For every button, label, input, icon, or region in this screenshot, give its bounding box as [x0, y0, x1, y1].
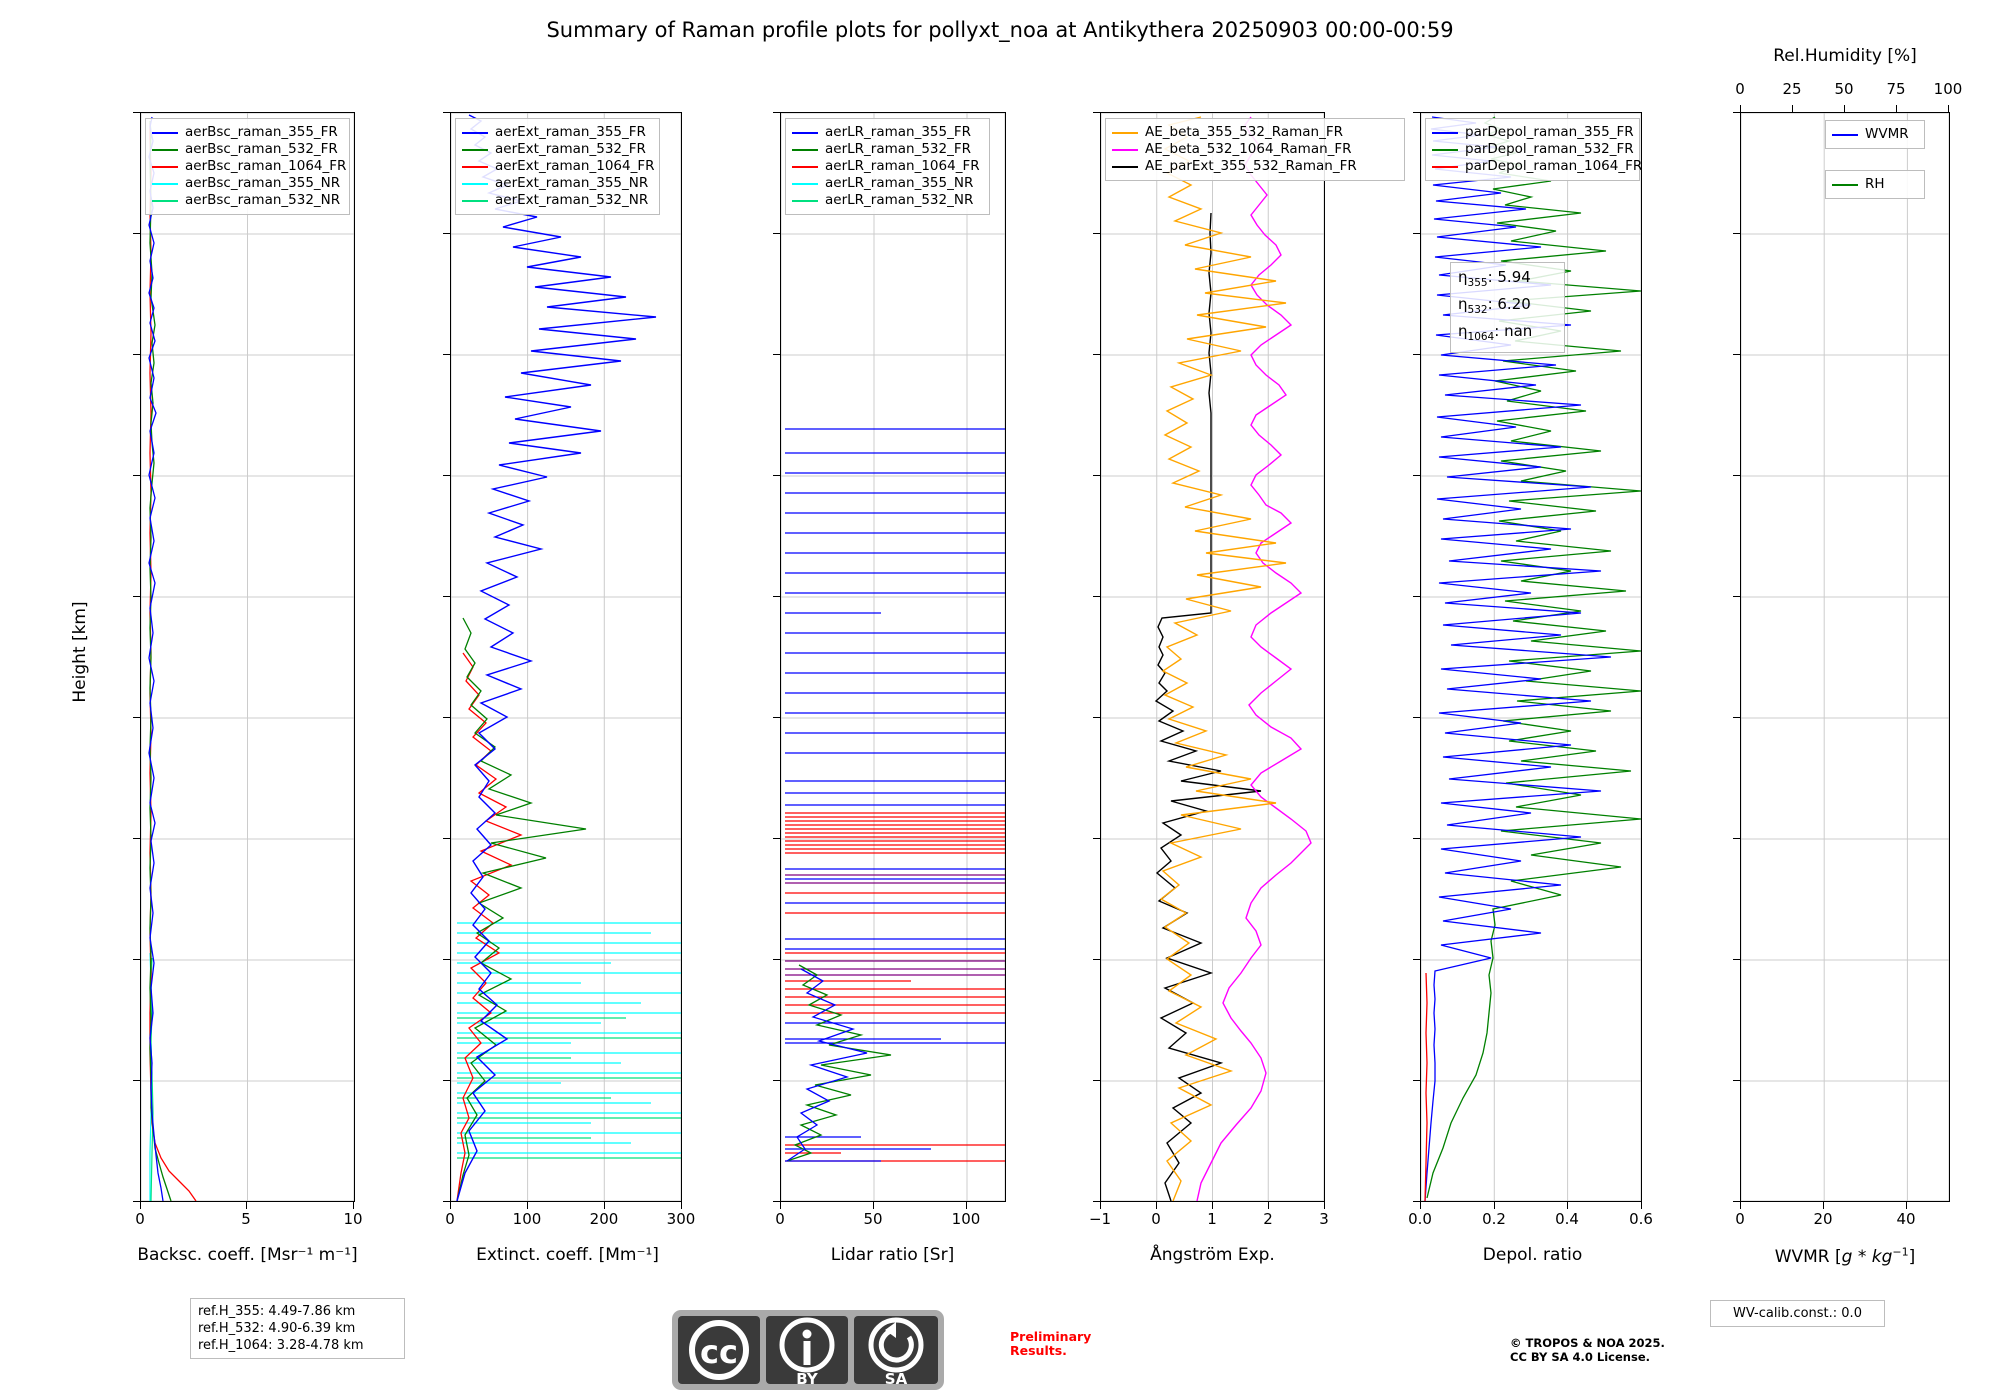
- legend-swatch-icon: [792, 166, 818, 168]
- ref-h-532: ref.H_532: 4.90-6.39 km: [198, 1321, 356, 1336]
- xtick-label: 0: [135, 1210, 145, 1228]
- legend-label: WVMR: [1865, 126, 1909, 142]
- angstrom-plot-svg: [1101, 113, 1324, 1201]
- xtick-label: 1: [1207, 1210, 1217, 1228]
- legend-label: aerLR_raman_1064_FR: [825, 158, 980, 174]
- legend-swatch-icon: [152, 166, 178, 168]
- svg-text:cc: cc: [700, 1333, 738, 1371]
- xtick-label: −1: [1088, 1210, 1112, 1228]
- ref-h-355: ref.H_355: 4.49-7.86 km: [198, 1304, 356, 1319]
- xtick-label: 0.0: [1408, 1210, 1432, 1228]
- backscatter-plot-svg: [141, 113, 354, 1201]
- legend-swatch-icon: [152, 183, 178, 185]
- x-axis-label-depol-ratio: Depol. ratio: [1482, 1245, 1583, 1265]
- xtick-label: 300: [666, 1210, 696, 1228]
- legend-label: aerBsc_raman_1064_FR: [185, 158, 347, 174]
- legend-backscatter: [145, 118, 350, 215]
- top-xtick-label: 25: [1782, 80, 1802, 98]
- wvmr-rh-plot-svg: [1741, 113, 1949, 1201]
- top-xtick-label: 75: [1886, 80, 1906, 98]
- legend-label: AE_beta_355_532_Raman_FR: [1145, 124, 1343, 140]
- legend-swatch-icon: [462, 166, 488, 168]
- legend-item: [152, 192, 342, 209]
- legend-swatch-icon: [152, 132, 178, 134]
- legend-depol-ratio: [1425, 118, 1643, 181]
- legend-item: [152, 141, 342, 158]
- eta-532-row: $\eta_{532}$: 6.20: [1458, 295, 1531, 316]
- x-axis-label-wvmr: [1690, 1245, 2000, 1267]
- top-xtick-label: 100: [1933, 80, 1963, 98]
- legend-label: aerExt_raman_532_NR: [495, 192, 649, 208]
- xtick-label: 100: [951, 1210, 981, 1228]
- legend-label: aerLR_raman_355_FR: [825, 124, 971, 140]
- panel-backscatter: [70, 112, 363, 1265]
- legend-swatch-icon: [792, 149, 818, 151]
- xtick-label: 200: [589, 1210, 619, 1228]
- x-axis-label-backscatter: Backsc. coeff. [Msr⁻¹ m⁻¹]: [137, 1245, 358, 1265]
- legend-swatch-icon: [792, 183, 818, 185]
- lidar-ratio-plot-svg: [781, 113, 1005, 1201]
- legend-label: parDepol_raman_1064_FR: [1465, 158, 1643, 174]
- legend-label: parDepol_raman_532_FR: [1465, 141, 1634, 157]
- legend-label: aerExt_raman_1064_FR: [495, 158, 655, 174]
- legend-label: aerLR_raman_355_NR: [825, 175, 974, 191]
- page-title: Summary of Raman profile plots for pollyxt_noa at Antikythera 20250903 00:00-00:59: [546, 18, 1454, 42]
- legend-swatch-icon: [152, 149, 178, 151]
- x-axis-label-angstrom: Ångström Exp.: [1150, 1245, 1275, 1265]
- xtick-label: 0: [1735, 1210, 1745, 1228]
- x-axis-label-lidar-ratio: Lidar ratio [Sr]: [830, 1245, 955, 1265]
- xtick-label: 100: [512, 1210, 542, 1228]
- legend-swatch-icon: [462, 132, 488, 134]
- legend-label: aerLR_raman_532_NR: [825, 192, 974, 208]
- legend-item: [462, 141, 652, 158]
- eta-355-value: 5.94: [1497, 268, 1531, 286]
- plot-area-extinction: [450, 112, 682, 1202]
- legend-swatch-icon: [1832, 184, 1858, 186]
- top-xtick-label: 0: [1735, 80, 1745, 98]
- panel-depol-ratio: [1408, 112, 1653, 1265]
- legend-swatch-icon: [792, 132, 818, 134]
- legend-label: AE_beta_532_1064_Raman_FR: [1145, 141, 1352, 157]
- legend-lidar-ratio: [785, 118, 990, 215]
- legend-swatch-icon: [152, 200, 178, 202]
- x-axis-label-extinction: Extinct. coeff. [Mm⁻¹]: [476, 1245, 659, 1265]
- legend-item: [792, 124, 982, 141]
- legend-item: [792, 141, 982, 158]
- panel-angstrom: [1088, 112, 1357, 1265]
- ref-h-1064: ref.H_1064: 3.28-4.78 km: [198, 1338, 364, 1353]
- panel-wvmr-rh: [1735, 46, 1963, 1267]
- xtick-label: 0.4: [1555, 1210, 1579, 1228]
- legend-swatch-icon: [1432, 149, 1458, 151]
- legend-swatch-icon: [1832, 134, 1858, 136]
- legend-item: [1432, 124, 1632, 141]
- legend-item: [792, 175, 982, 192]
- xtick-label: 0: [775, 1210, 785, 1228]
- wv-calib-value: WV-calib.const.: 0.0: [1733, 1306, 1862, 1321]
- legend-label: aerExt_raman_532_FR: [495, 141, 646, 157]
- legend-label: aerLR_raman_532_FR: [825, 141, 971, 157]
- legend-swatch-icon: [1112, 132, 1138, 134]
- cc-license-logo: [672, 1310, 944, 1390]
- plot-area-angstrom: [1100, 112, 1325, 1202]
- eta-355-row: $\eta_{355}$: 5.94: [1458, 268, 1531, 289]
- legend-item: [462, 175, 652, 192]
- legend-label: RH: [1865, 176, 1885, 192]
- eta-532-value: 6.20: [1497, 295, 1531, 313]
- preliminary-line-2: Results.: [1010, 1343, 1067, 1358]
- eta-1064-row: $\eta_{1064}$: nan: [1458, 322, 1533, 343]
- wv-calib-box: [1710, 1300, 1885, 1327]
- legend-label: aerBsc_raman_355_NR: [185, 175, 341, 191]
- top-xtick-label: 50: [1834, 80, 1854, 98]
- xtick-label: 5: [241, 1210, 251, 1228]
- legend-swatch-icon: [792, 200, 818, 202]
- legend-wvmr: [1825, 120, 1925, 149]
- legend-item: [1112, 124, 1397, 141]
- legend-item: [1112, 141, 1397, 158]
- panel-extinction: [445, 112, 696, 1265]
- reference-height-box: [190, 1298, 405, 1359]
- legend-item: [1432, 141, 1632, 158]
- legend-angstrom: [1105, 118, 1405, 181]
- cc-by-label: BY: [796, 1370, 818, 1388]
- legend-label: parDepol_raman_355_FR: [1465, 124, 1634, 140]
- legend-swatch-icon: [462, 183, 488, 185]
- legend-item: [792, 158, 982, 175]
- legend-item: [462, 124, 652, 141]
- plot-area-backscatter: [140, 112, 355, 1202]
- xtick-label: 0.2: [1482, 1210, 1506, 1228]
- extinction-plot-svg: [451, 113, 681, 1201]
- legend-rh: [1825, 170, 1925, 199]
- xtick-label: 2: [1263, 1210, 1273, 1228]
- legend-swatch-icon: [1432, 166, 1458, 168]
- eta-values-box: [1450, 262, 1565, 353]
- legend-label: aerBsc_raman_355_FR: [185, 124, 338, 140]
- xtick-label: 0: [1151, 1210, 1161, 1228]
- panel-lidar-ratio: [775, 112, 1006, 1265]
- plot-area-wvmr-rh: [1740, 112, 1950, 1202]
- legend-item: [152, 175, 342, 192]
- xtick-label: 20: [1813, 1210, 1833, 1228]
- legend-label: AE_parExt_355_532_Raman_FR: [1145, 158, 1357, 174]
- plot-area-lidar-ratio: [780, 112, 1006, 1202]
- legend-item: [462, 158, 655, 175]
- legend-swatch-icon: [1112, 149, 1138, 151]
- legend-item: [1832, 176, 1917, 193]
- legend-label: aerBsc_raman_532_FR: [185, 141, 338, 157]
- xtick-label: 3: [1319, 1210, 1329, 1228]
- preliminary-line-1: Preliminary: [1010, 1329, 1092, 1344]
- copyright-line-2: CC BY SA 4.0 License.: [1510, 1350, 1650, 1364]
- top-axis-label-rh: Rel.Humidity [%]: [1773, 46, 1917, 66]
- preliminary-results-note: [1010, 1330, 1091, 1358]
- legend-swatch-icon: [462, 200, 488, 202]
- legend-item: [462, 192, 652, 209]
- legend-swatch-icon: [1112, 166, 1138, 168]
- legend-label: aerExt_raman_355_FR: [495, 124, 646, 140]
- xtick-label: 10: [343, 1210, 363, 1228]
- legend-item: [1112, 158, 1397, 175]
- xtick-label: 40: [1896, 1210, 1916, 1228]
- legend-item: [152, 158, 347, 175]
- xtick-label: 50: [863, 1210, 883, 1228]
- xtick-label: 0: [445, 1210, 455, 1228]
- legend-swatch-icon: [462, 149, 488, 151]
- y-axis-label: Height [km]: [70, 601, 90, 703]
- legend-label: aerBsc_raman_532_NR: [185, 192, 341, 208]
- legend-item: [792, 192, 982, 209]
- legend-extinction: [455, 118, 660, 215]
- legend-label: aerExt_raman_355_NR: [495, 175, 649, 191]
- legend-item: [1432, 158, 1643, 175]
- cc-sa-label: SA: [884, 1370, 908, 1388]
- x-axis-label-wvmr-text: WVMR $[g * kg^{-1}]$: [1774, 1245, 1916, 1267]
- xtick-label: 0.6: [1629, 1210, 1653, 1228]
- legend-swatch-icon: [1432, 132, 1458, 134]
- copyright-line-1: © TROPOS & NOA 2025.: [1510, 1336, 1665, 1350]
- eta-1064-value: nan: [1504, 322, 1533, 340]
- legend-item: [1832, 126, 1917, 143]
- legend-item: [152, 124, 342, 141]
